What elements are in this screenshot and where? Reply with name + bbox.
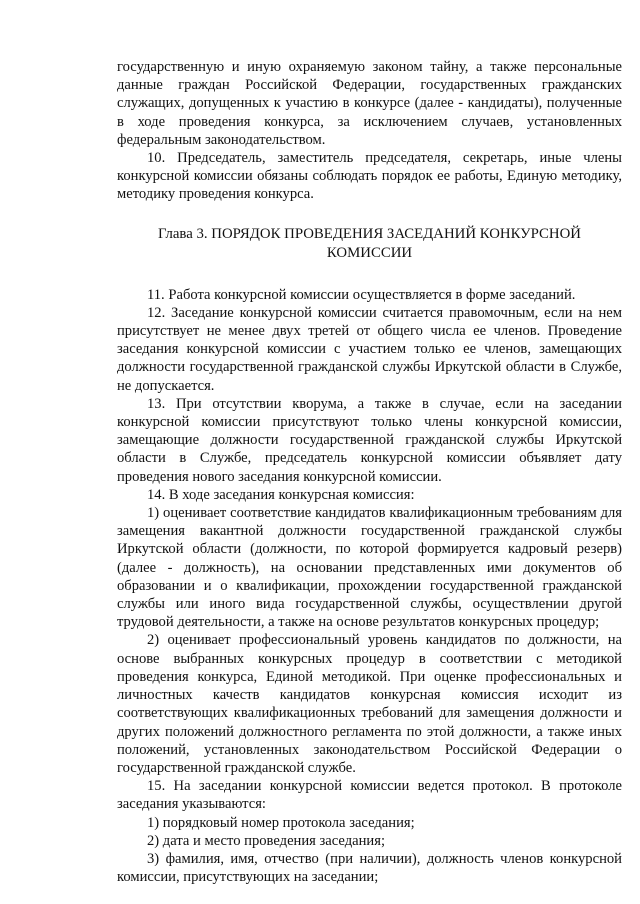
chapter-3-heading: Глава 3. ПОРЯДОК ПРОВЕДЕНИЯ ЗАСЕДАНИЙ КОНКУРСНОЙ КОМИССИИ [158, 225, 581, 261]
paragraph-12: 12. Заседание конкурсной комиссии считается правомочным, если на нем присутствует не менее двух третей от общего числа ее членов. Проведение заседания конкурсной комиссии с участием только ее членов, замещающих должности государственной гражданской службы Иркутской области в Службе, не допускается. [117, 304, 622, 394]
paragraph-13: 13. При отсутствии кворума, а также в случае, если на заседании конкурсной комиссии присутствуют только члены конкурсной комиссии, замещающие должности государственной гражданской службы Иркутской области в Службе, председатель конкурсной комиссии объявляет дату проведения нового заседания конкурсной комиссии. [117, 395, 622, 485]
paragraph-9-continuation: государственную и иную охраняемую законом тайну, а также персональные данные граждан Российской Федерации, государственных гражданских служащих, допущенных к участию в конкурсе (далее - кандидаты), полученные в ходе проведения конкурса, за исключением случаев, установленных федеральным законодательством. [117, 59, 622, 148]
paragraph-15-item-1: 1) порядковый номер протокола заседания; [147, 814, 415, 831]
paragraph-14: 14. В ходе заседания конкурсная комиссия: [147, 486, 415, 503]
paragraph-15-item-2: 2) дата и место проведения заседания; [147, 832, 386, 849]
paragraph-11: 11. Работа конкурсной комиссии осуществляется в форме заседаний. [147, 286, 576, 303]
paragraph-15: 15. На заседании конкурсной комиссии ведется протокол. В протоколе заседания указываются: [117, 778, 622, 813]
paragraph-15-item-3: 3) фамилия, имя, отчество (при наличии), должность членов конкурсной комиссии, присутствующих на заседании; [117, 850, 622, 886]
document-page [117, 58, 622, 886]
paragraph-10: 10. Председатель, заместитель председателя, секретарь, иные члены конкурсной комиссии обязаны соблюдать порядок ее работы, Единую методику, методику проведения конкурса. [117, 150, 622, 203]
paragraph-14-item-1: 1) оценивает соответствие кандидатов квалификационным требованиям для замещения вакантной должности государственной гражданской службы Иркутской области (должности, по которой формируется кадровый резерв) (далее - должность), на основании представленных ими документов об образовании и о квалификации, прохождении государственной гражданской службы или иного вида государственной службы, осуществлении другой трудовой деятельности, а также на основе результатов конкурсных процедур; [117, 505, 622, 631]
paragraph-14-item-2: 2) оценивает профессиональный уровень кандидатов по должности, на основе выбранных конкурсных процедур в соответствии с методикой проведения конкурса, Единой методикой. При оценке профессиональных и личностных качеств кандидатов конкурсная комиссия исходит из соответствующих квалификационных требований для замещения должности и других положений должностного регламента по этой должности, а также иных положений, установленных законодательством Российской Федерации о государственной гражданской службе. [117, 632, 622, 776]
